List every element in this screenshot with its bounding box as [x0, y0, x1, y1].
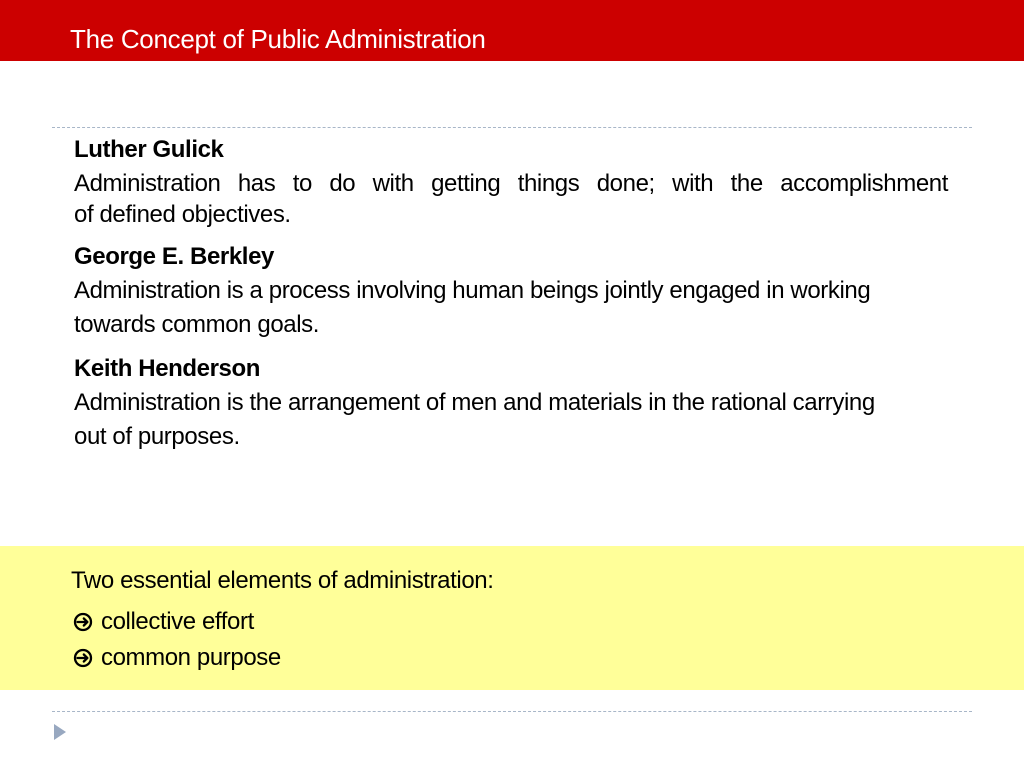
- essential-elements-heading: Two essential elements of administration:: [71, 567, 494, 594]
- bottom-dashed-divider: [52, 711, 972, 712]
- definition-text-line: of defined objectives.: [74, 201, 291, 228]
- list-item: [73, 604, 281, 640]
- slide-title: The Concept of Public Administration: [70, 24, 486, 54]
- definition-george-berkley: [74, 240, 954, 342]
- essential-elements-list: [73, 604, 281, 676]
- essential-element-label: collective effort: [101, 608, 254, 635]
- top-dashed-divider: [52, 127, 972, 128]
- title-bar: [0, 0, 1024, 61]
- list-item: [73, 640, 281, 676]
- essential-element-label: common purpose: [101, 644, 281, 671]
- definition-luther-gulick: [74, 133, 954, 230]
- definition-author: Luther Gulick: [74, 136, 224, 163]
- definitions-section: [74, 133, 954, 464]
- definition-text-line: Administration has to do with getting things done; with the accomplishment: [74, 170, 948, 197]
- definition-author: George E. Berkley: [74, 243, 274, 270]
- definition-author: Keith Henderson: [74, 355, 261, 382]
- definition-text: Administration is a process involving human beings jointly engaged in working towards common goals.: [74, 277, 871, 338]
- essential-elements-box: [0, 546, 1024, 690]
- definition-text: [74, 168, 954, 230]
- definition-keith-henderson: [74, 352, 954, 454]
- circle-arrow-right-icon: [73, 612, 93, 632]
- definition-text: Administration is the arrangement of men and materials in the rational carrying out of purposes.: [74, 389, 875, 450]
- play-triangle-icon[interactable]: [52, 722, 68, 742]
- circle-arrow-right-icon: [73, 648, 93, 668]
